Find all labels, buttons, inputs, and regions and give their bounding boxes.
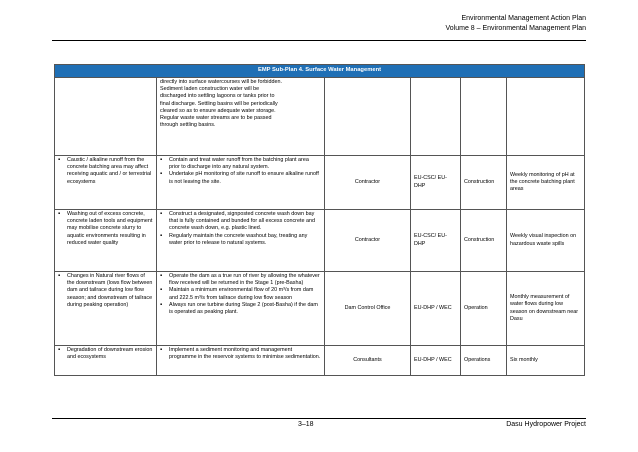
supervision-cell [411,78,461,156]
measure-text-line: final discharge. Settling basins will be periodically [160,100,278,107]
supervision-cell: EU-CSC/ EU-DHP [411,156,461,210]
table-row [55,346,585,376]
impact-text: ▪ Caustic / alkaline runoff from the concrete batching area may affect receiving aquatic and / or terrestrial ecosystems [58,157,153,186]
supervision-cell: EU-CSC/ EU-DHP [411,210,461,272]
phase-cell: Operations [461,346,507,376]
phase-cell: Construction [461,156,507,210]
table-row [55,210,585,272]
monitoring-cell: Six monthly [507,346,585,376]
impact-cell [55,210,157,272]
responsibility-cell: Dam Control Office [325,272,411,346]
impact-cell [55,346,157,376]
responsibility-cell [325,78,411,156]
impact-cell [55,78,157,156]
measures-cell [157,210,325,272]
measure-text-line: discharged into settling lagoons or tanks prior to [160,93,275,100]
measure-item: ▪ Undertake pH monitoring of site runoff to ensure alkaline runoff is not leaving the site. [160,171,321,185]
measure-text-line: directly into surface watercourses will be forbidden. [160,79,282,85]
phase-cell: Construction [461,210,507,272]
responsibility-cell: Contractor [325,210,411,272]
page-number: 3–18 [298,421,314,428]
table-row-continuation [55,78,585,156]
measure-item: ▪ Implement a sediment monitoring and management programme in the reservoir systems to minimise sedimentation. [160,347,321,361]
measure-item: ▪ Operate the dam as a true run of river by allowing the whatever flow received will be returned in the Stage 1 (pre-Basha) [160,273,321,287]
table-title: EMP Sub-Plan 4. Surface Water Management [55,65,585,78]
responsibility-cell: Contractor [325,156,411,210]
table-title-row [55,65,585,78]
measure-item: ▪ Contain and treat water runoff from the batching plant area prior to discharge into any natural system. [160,157,321,171]
impact-text: ▪ Changes in Natural river flows of the downstream (lows flow between dam and tailrace during low flow season; and downstream of tailrace during peaking operation) [58,273,153,309]
impact-text: ▪ Degradation of downstream erosion and ecosystems [58,347,153,361]
header-title: Environmental Management Action Plan [461,15,586,22]
table-row [55,156,585,210]
header-rule [52,40,586,41]
project-name: Dasu Hydropower Project [506,421,586,428]
measure-text-line: cleared so as to ensure adequate water storage. [160,107,276,114]
monitoring-cell: Weekly visual inspection on hazardous waste spills [507,210,585,272]
monitoring-cell: Monthly measurement of water flows during low season on downstream near Dasu [507,272,585,346]
impact-cell [55,156,157,210]
monitoring-cell [507,78,585,156]
supervision-cell: EU-DHP / WEC [411,272,461,346]
supervision-cell: EU-DHP / WEC [411,346,461,376]
measure-text-line: Sediment laden construction water will be [160,86,260,93]
monitoring-cell: Weekly monitoring of pH at the concrete batching plant areas [507,156,585,210]
table-row [55,272,585,346]
measure-text-line: through settling basins. [160,122,216,129]
document-header [446,14,586,33]
measures-cell [157,346,325,376]
impact-cell [55,272,157,346]
measures-cell [157,78,325,156]
responsibility-cell: Consultants [325,346,411,376]
measures-cell [157,156,325,210]
footer-rule [52,418,586,419]
measure-item: ▪ Maintain a minimum environmental flow of 20 m³/s from dam and 222.5 m³/s from tailrace during low flow season [160,287,321,301]
phase-cell [461,78,507,156]
measures-cell [157,272,325,346]
measure-item: ▪ Construct a designated, signposted concrete wash down bay that is fully contained and bunded for all excess concrete and concrete wash down, e.g. plastic lined. [160,211,321,233]
measure-text-line: Regular waste water streams are to be passed [160,115,272,122]
phase-cell: Operation [461,272,507,346]
header-subtitle: Volume 8 – Environmental Management Plan [445,24,586,32]
emp-table [54,64,585,376]
measure-item: ▪ Always run one turbine during Stage 2 (post-Basha) if the dam is operated as peaking plant. [160,302,321,316]
impact-text: ▪ Washing out of excess concrete, concrete laden tools and equipment may mobilise concrete slurry to aquatic environments resulting in reduced water quality [58,211,153,247]
measure-item: ▪ Regularly maintain the concrete washout bay, treating any water prior to release to natural systems. [160,233,321,247]
